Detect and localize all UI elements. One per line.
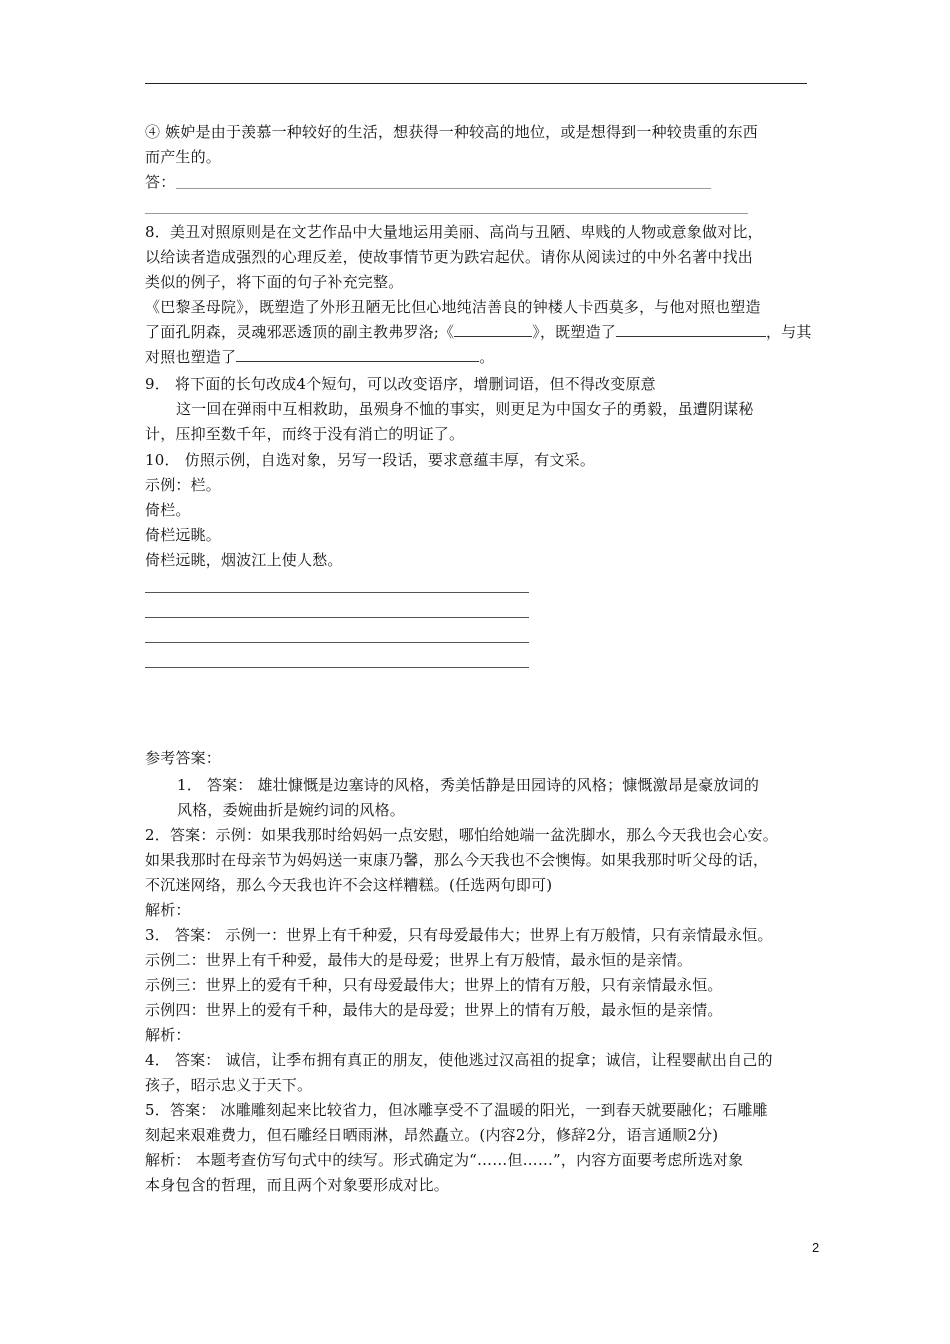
- page-number: 2: [812, 1240, 820, 1255]
- q10-answer-line-1[interactable]: [145, 592, 529, 593]
- answer-3-analysis: 解析：: [145, 1026, 191, 1044]
- header-rule: [145, 83, 807, 84]
- q8-line6-part-b: 。: [479, 348, 495, 366]
- q10-example-2: 倚栏。: [145, 501, 191, 519]
- q9-line3: 计，压抑至数千年，而终于没有消亡的明证了。: [145, 425, 465, 443]
- answer-5-line4: 本身包含的哲理，而且两个对象要形成对比。: [145, 1176, 450, 1194]
- q9-line1: 9． 将下面的长句改成4个短句，可以改变语序，增删词语，但不得改变原意: [145, 375, 656, 393]
- answer-3-line2: 示例二：世界上有千种爱，最伟大的是母爱；世界上有万般情，最永恒的是亲情。: [145, 951, 693, 969]
- q8-line6: [145, 345, 494, 370]
- q8-line2: 以给读者造成强烈的心理反差，使故事情节更为跌宕起伏。请你从阅读过的中外名著中找出: [145, 248, 754, 266]
- answer-3-line4: 示例四：世界上的爱有千种，最伟大的是母爱；世界上的情有万般，最永恒的是亲情。: [145, 1001, 723, 1019]
- q10-answer-line-4[interactable]: [145, 667, 529, 668]
- q8-line1: 8．美丑对照原则是在文艺作品中大量地运用美丽、高尚与丑陋、卑贱的人物或意象做对比，: [145, 223, 763, 241]
- answer-5-line2: 刻起来艰难费力，但石雕经日晒雨淋，昂然矗立。(内容2分，修辞2分，语言通顺2分): [145, 1126, 719, 1144]
- answer-4-line2: 孩子，昭示忠义于天下。: [145, 1076, 313, 1094]
- answer-1-line1: 1． 答案： 雄壮慷慨是边塞诗的风格，秀美恬静是田园诗的风格；慷慨激昂是豪放词的: [177, 776, 760, 794]
- answer-2-line2: 如果我那时在母亲节为妈妈送一束康乃馨，那么今天我也不会懊悔。如果我那时听父母的话，: [145, 851, 769, 869]
- answer-2-line1: 2．答案：示例：如果我那时给妈妈一点安慰，哪怕给她端一盆洗脚水，那么今天我也会心安。: [145, 826, 778, 844]
- answer-1-line2: 风格，委婉曲折是婉约词的风格。: [177, 801, 406, 819]
- q8-line4: 《巴黎圣母院》，既塑造了外形丑陋无比但心地纯洁善良的钟楼人卡西莫多，与他对照也塑造: [145, 298, 761, 316]
- q7-item4-line1: ④ 嫉妒是由于羡慕一种较好的生活，想获得一种较高的地位，或是想得到一种较贵重的东西: [145, 123, 758, 141]
- answer-2-line3: 不沉迷网络，那么今天我也许不会这样糟糕。(任选两句即可): [145, 876, 553, 894]
- q10-example-4: 倚栏远眺，烟波江上使人愁。: [145, 551, 343, 569]
- q10-answer-line-3[interactable]: [145, 642, 529, 643]
- q8-line5-part-b: 》，既塑造了: [532, 323, 616, 341]
- q8-line6-part-a: 对照也塑造了: [145, 348, 237, 366]
- q7-answer-label: 答：: [145, 173, 176, 191]
- q8-blank-character-1[interactable]: [616, 322, 766, 337]
- answers-title: 参考答案：: [145, 749, 222, 767]
- q7-answer-line-1[interactable]: [176, 188, 711, 189]
- q9-line2: 这一回在弹雨中互相救助，虽殒身不恤的事实，则更足为中国女子的勇毅，虽遭阴谋秘: [176, 400, 754, 418]
- q8-line3: 类似的例子，将下面的句子补充完整。: [145, 273, 404, 291]
- answer-5-line3: 解析： 本题考查仿写句式中的续写。形式确定为“……但……”，内容方面要考虑所选对象: [145, 1151, 744, 1169]
- answer-3-line1: 3． 答案： 示例一：世界上有千种爱，只有母爱最伟大；世界上有万般情，只有亲情最永恒。: [145, 926, 773, 944]
- answer-4-line1: 4． 答案： 诚信，让季布拥有真正的朋友，使他逃过汉高祖的捉拿；诚信，让程婴献出自己的: [145, 1051, 773, 1069]
- q8-blank-book-title[interactable]: [454, 322, 532, 337]
- q7-answer-line-2[interactable]: [145, 213, 748, 214]
- q10-example-1: 示例：栏。: [145, 476, 222, 494]
- q10-answer-line-2[interactable]: [145, 617, 529, 618]
- answer-5-line1: 5．答案： 冰雕雕刻起来比较省力，但冰雕享受不了温暖的阳光，一到春天就要融化；石雕雕: [145, 1101, 768, 1119]
- q10-example-3: 倚栏远眺。: [145, 526, 222, 544]
- q7-item4-line2: 而产生的。: [145, 148, 222, 166]
- q8-line5: [145, 320, 812, 345]
- q8-blank-character-2[interactable]: [236, 347, 479, 362]
- q10-line1: 10． 仿照示例，自选对象，另写一段话，要求意蕴丰厚，有文采。: [145, 451, 596, 469]
- answer-2-analysis: 解析：: [145, 901, 191, 919]
- q8-line5-part-a: 了面孔阴森，灵魂邪恶透顶的副主教弗罗洛;《: [145, 323, 455, 341]
- answer-3-line3: 示例三：世界上的爱有千种，只有母爱最伟大；世界上的情有万般，只有亲情最永恒。: [145, 976, 723, 994]
- q8-line5-part-c: ，与其: [765, 323, 812, 341]
